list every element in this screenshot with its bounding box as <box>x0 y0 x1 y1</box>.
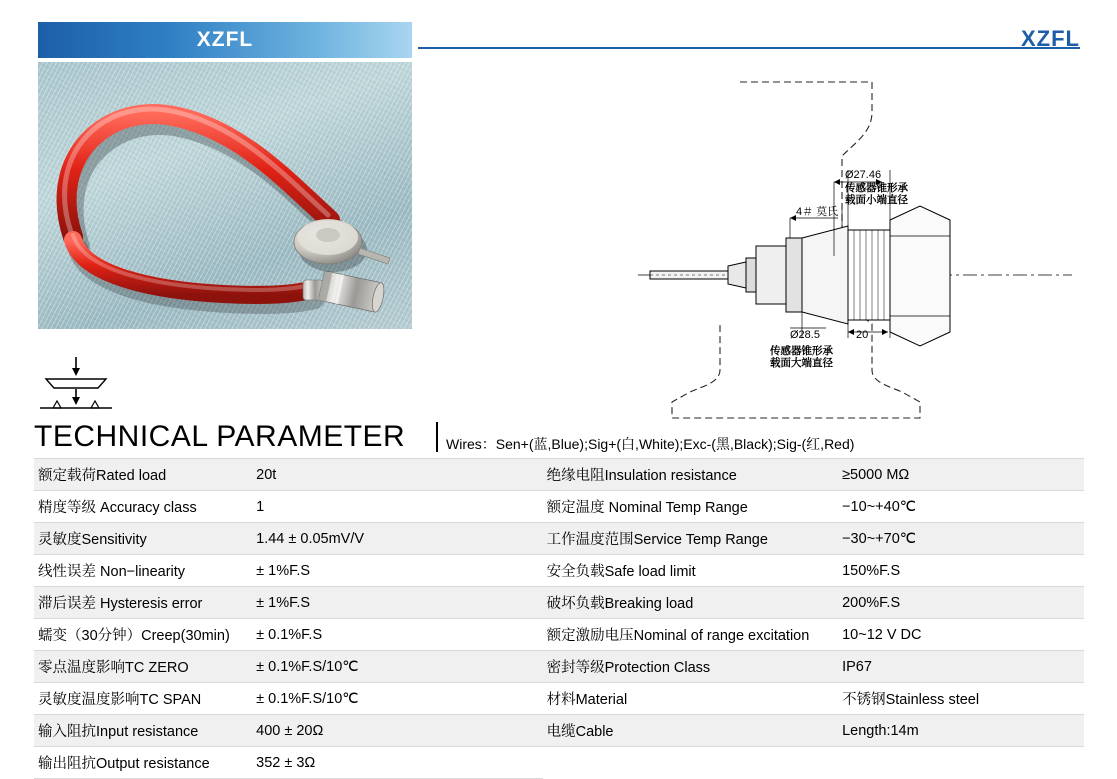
header-model-label: XZFL <box>1021 26 1080 51</box>
spec-value-right: −10~+40℃ <box>838 491 1084 523</box>
dim-top-label-line2: 载面小端直径 <box>845 194 908 206</box>
spec-value-right: 150%F.S <box>838 555 1084 587</box>
spec-value-right: IP67 <box>838 651 1084 683</box>
table-row <box>34 491 1084 523</box>
table-row <box>34 619 1084 651</box>
spec-value-left: 1 <box>252 491 542 523</box>
dim-bottom-label-line2: 载面大端直径 <box>770 357 833 369</box>
spec-value-left: ± 0.1%F.S/10℃ <box>252 683 542 715</box>
spec-label-right: 破坏负载Breaking load <box>543 587 839 619</box>
header-tab <box>38 22 412 58</box>
spec-value-right: ≥5000 MΩ <box>838 459 1084 491</box>
page-title: TECHNICAL PARAMETER <box>34 420 406 453</box>
table-row <box>34 523 1084 555</box>
spec-label-right: 绝缘电阻Insulation resistance <box>543 459 839 491</box>
dim-bottom-diameter: Ø28.5 <box>790 329 820 341</box>
spec-label-left: 灵敏度Sensitivity <box>34 523 252 555</box>
spec-value-left: 20t <box>252 459 542 491</box>
spec-label-right: 材料Material <box>543 683 839 715</box>
spec-label-left: 额定载荷Rated load <box>34 459 252 491</box>
dim-taper-note: 4＃ 莫氏 <box>796 206 839 218</box>
table-row <box>34 587 1084 619</box>
spec-label-right: 额定温度 Nominal Temp Range <box>543 491 839 523</box>
table-row <box>34 715 1084 747</box>
table-row <box>34 747 1084 779</box>
spec-label-left: 零点温度影响TC ZERO <box>34 651 252 683</box>
header-divider <box>418 47 1080 49</box>
table-row <box>34 683 1084 715</box>
spec-value-left: ± 0.1%F.S <box>252 619 542 651</box>
spec-value-left: ± 0.1%F.S/10℃ <box>252 651 542 683</box>
table-row <box>34 651 1084 683</box>
wires-note: Wires：Sen+(蓝,Blue);Sig+(白,White);Exc-(黑,Black);Sig-(红,Red) <box>446 436 855 452</box>
support-symbol-graphic <box>36 355 156 415</box>
spec-label-right: 密封等级Protection Class <box>543 651 839 683</box>
spec-label-right: 工作温度范围Service Temp Range <box>543 523 839 555</box>
spec-label-right: 电缆Cable <box>543 715 839 747</box>
dim-top-diameter: Ø27.46 <box>845 169 882 181</box>
spec-value-left: 1.44 ± 0.05mV/V <box>252 523 542 555</box>
header-tab-label: XZFL <box>196 28 254 51</box>
technical-parameter-title-block <box>34 420 1084 460</box>
spec-value-right <box>838 747 1084 779</box>
spec-label-right: 安全负载Safe load limit <box>543 555 839 587</box>
spec-value-right: 不锈钢Stainless steel <box>838 683 1084 715</box>
spec-label-left: 输入阻抗Input resistance <box>34 715 252 747</box>
spec-value-right: −30~+70℃ <box>838 523 1084 555</box>
table-row <box>34 459 1084 491</box>
spec-label-left: 灵敏度温度影响TC SPAN <box>34 683 252 715</box>
spec-value-left: ± 1%F.S <box>252 587 542 619</box>
dim-top-label-line1: 传感器锥形承 <box>845 182 908 194</box>
product-photo-graphic <box>38 62 412 329</box>
product-photo <box>38 62 412 329</box>
support-symbol <box>36 355 156 415</box>
dim-bottom-label-line1: 传感器锥形承 <box>770 345 833 357</box>
dim-length: 20 <box>856 329 869 341</box>
spec-label-left: 滞后误差 Hysteresis error <box>34 587 252 619</box>
spec-value-left: 352 ± 3Ω <box>252 747 542 779</box>
specification-table <box>34 458 1084 779</box>
spec-value-left: ± 1%F.S <box>252 555 542 587</box>
spec-label-left: 输出阻抗Output resistance <box>34 747 252 779</box>
spec-label-right: 额定激励电压Nominal of range excitation <box>543 619 839 651</box>
technical-drawing-graphic <box>620 70 1090 430</box>
spec-value-right: 200%F.S <box>838 587 1084 619</box>
spec-label-left: 线性误差 Non−linearity <box>34 555 252 587</box>
technical-drawing <box>620 70 1090 430</box>
spec-value-left: 400 ± 20Ω <box>252 715 542 747</box>
spec-value-right: Length:14m <box>838 715 1084 747</box>
spec-label-left: 蠕变（30分钟）Creep(30min) <box>34 619 252 651</box>
spec-value-right: 10~12 V DC <box>838 619 1084 651</box>
table-row <box>34 555 1084 587</box>
spec-label-right <box>543 747 839 779</box>
spec-label-left: 精度等级 Accuracy class <box>34 491 252 523</box>
page-header <box>38 22 1080 58</box>
title-caret <box>436 422 438 452</box>
